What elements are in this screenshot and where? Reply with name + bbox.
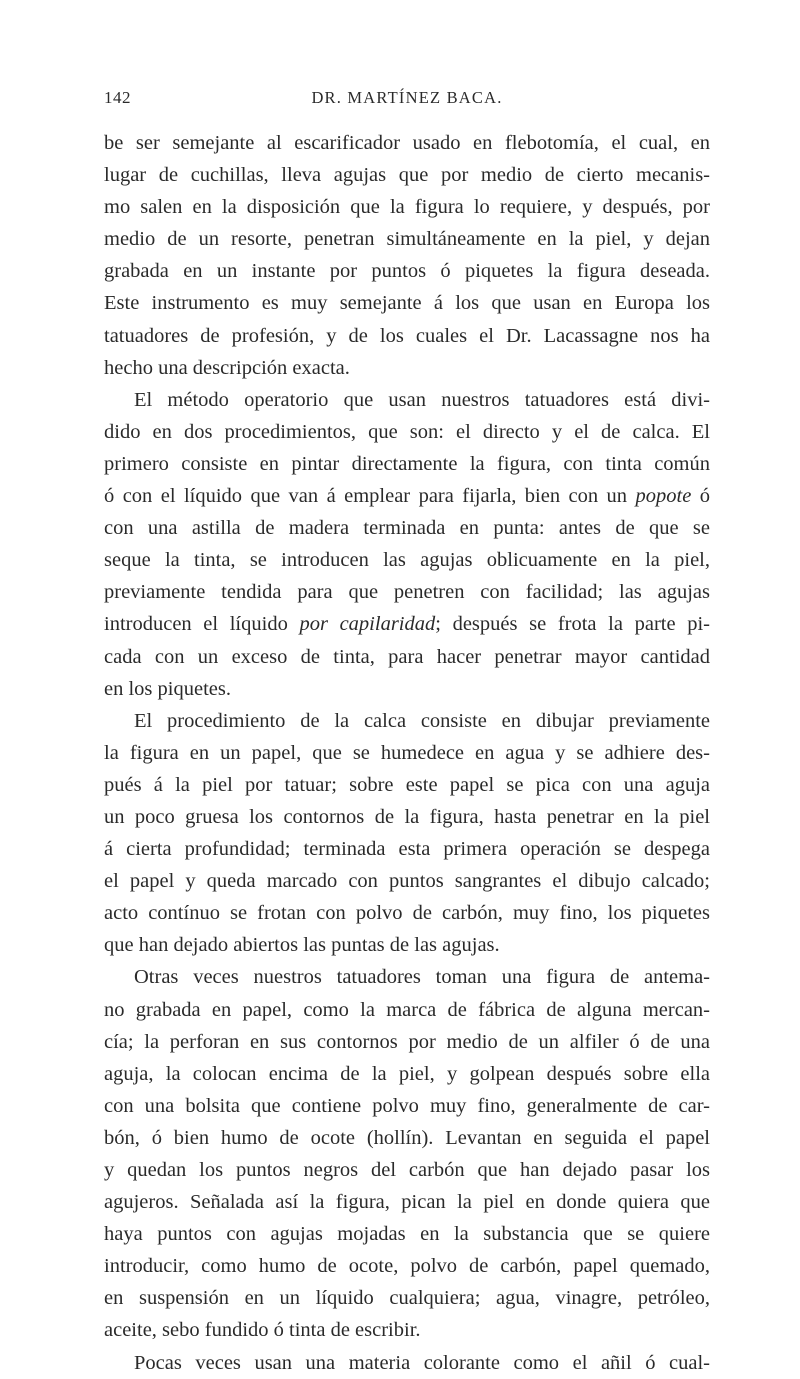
page-number: 142: [104, 88, 131, 107]
text-line: primero consiste en pintar directamente la figura, con tinta común: [104, 452, 710, 475]
text-line: con una astilla de madera terminada en punta: antes de que se: [104, 517, 710, 540]
running-title: DR. MARTÍNEZ BACA.: [311, 88, 503, 107]
text-line: el papel y queda marcado con puntos sangrantes el dibujo calcado;: [104, 870, 710, 893]
text-line: la figura en un papel, que se humedece en agua y se adhiere des-: [104, 741, 710, 764]
italic-term: popote: [635, 485, 692, 508]
text-line: á cierta profundidad; terminada esta primera operación se despega: [104, 838, 710, 861]
text-line: agujeros. Señalada así la figura, pican la piel en donde quiera que: [104, 1191, 710, 1214]
text-line: en suspensión en un líquido cualquiera; agua, vinagre, petróleo,: [104, 1287, 710, 1310]
text-line: be ser semejante al escarificador usado en flebotomía, el cual, en: [104, 132, 710, 154]
text-line: El método operatorio que usan nuestros tatuadores está divi-: [134, 388, 710, 411]
text-line: hecho una descripción exacta.: [104, 356, 350, 379]
text-line: mo salen en la disposición que la figura lo requiere, y después, por: [104, 196, 710, 219]
text-line: y quedan los puntos negros del carbón que han dejado pasar los: [104, 1159, 710, 1181]
text-line: grabada en un instante por puntos ó piquetes la figura deseada.: [104, 260, 710, 283]
text-line: Pocas veces usan una materia colorante como el añil ó cual-: [134, 1351, 710, 1374]
text-line: cía; la perforan en sus contornos por medio de un alfiler ó de una: [104, 1030, 710, 1053]
text-line: aguja, la colocan encima de la piel, y golpean después sobre ella: [104, 1062, 710, 1085]
text-line: en los piquetes.: [104, 677, 231, 700]
text-line: lugar de cuchillas, lleva agujas que por medio de cierto mecanis-: [104, 164, 710, 187]
text-line: haya puntos con agujas mojadas en la substancia que se quiere: [104, 1223, 710, 1246]
text-line: El procedimiento de la calca consiste en dibujar previamente: [134, 709, 710, 732]
text-line: que han dejado abiertos las puntas de las agujas.: [104, 934, 500, 957]
text-segment: ó: [691, 485, 711, 508]
text-line: cada con un exceso de tinta, para hacer penetrar mayor cantidad: [104, 645, 710, 668]
text-line: aceite, sebo fundido ó tinta de escribir.: [104, 1319, 421, 1342]
text-line: un poco gruesa los contornos de la figura, hasta penetrar en la piel: [104, 805, 710, 828]
text-line: seque la tinta, se introducen las agujas oblicuamente en la piel,: [104, 549, 710, 572]
italic-term: por capilaridad: [299, 613, 436, 636]
text-line: dido en dos procedimientos, que son: el directo y el de calca. El: [104, 420, 710, 443]
text-line: Este instrumento es muy semejante á los que usan en Europa los: [104, 292, 710, 315]
text-line: pués á la piel por tatuar; sobre este papel se pica con una aguja: [104, 773, 710, 796]
text-line: Otras veces nuestros tatuadores toman una figura de antema-: [134, 966, 710, 989]
text-line: con una bolsita que contiene polvo muy fino, generalmente de car-: [104, 1094, 710, 1117]
text-line: [104, 480, 710, 512]
text-line: acto contínuo se frotan con polvo de carbón, muy fino, los piquetes: [104, 902, 710, 925]
text-segment: ; después se frota la parte pi-: [435, 613, 710, 636]
body-text: [104, 127, 710, 1379]
running-head: [104, 88, 710, 112]
text-segment: ó con el líquido que van á emplear para fijarla, bien con un: [104, 485, 636, 508]
text-segment: introducen el líquido: [104, 613, 300, 636]
text-line: no grabada en papel, como la marca de fábrica de alguna mercan-: [104, 998, 710, 1021]
text-line: medio de un resorte, penetran simultáneamente en la piel, y dejan: [104, 228, 710, 251]
text-line: introducir, como humo de ocote, polvo de carbón, papel quemado,: [104, 1255, 710, 1278]
text-line: [104, 608, 710, 640]
text-line: bón, ó bien humo de ocote (hollín). Levantan en seguida el papel: [104, 1126, 710, 1149]
text-line: previamente tendida para que penetren con facilidad; las agujas: [104, 581, 710, 604]
text-line: tatuadores de profesión, y de los cuales el Dr. Lacassagne nos ha: [104, 324, 710, 347]
